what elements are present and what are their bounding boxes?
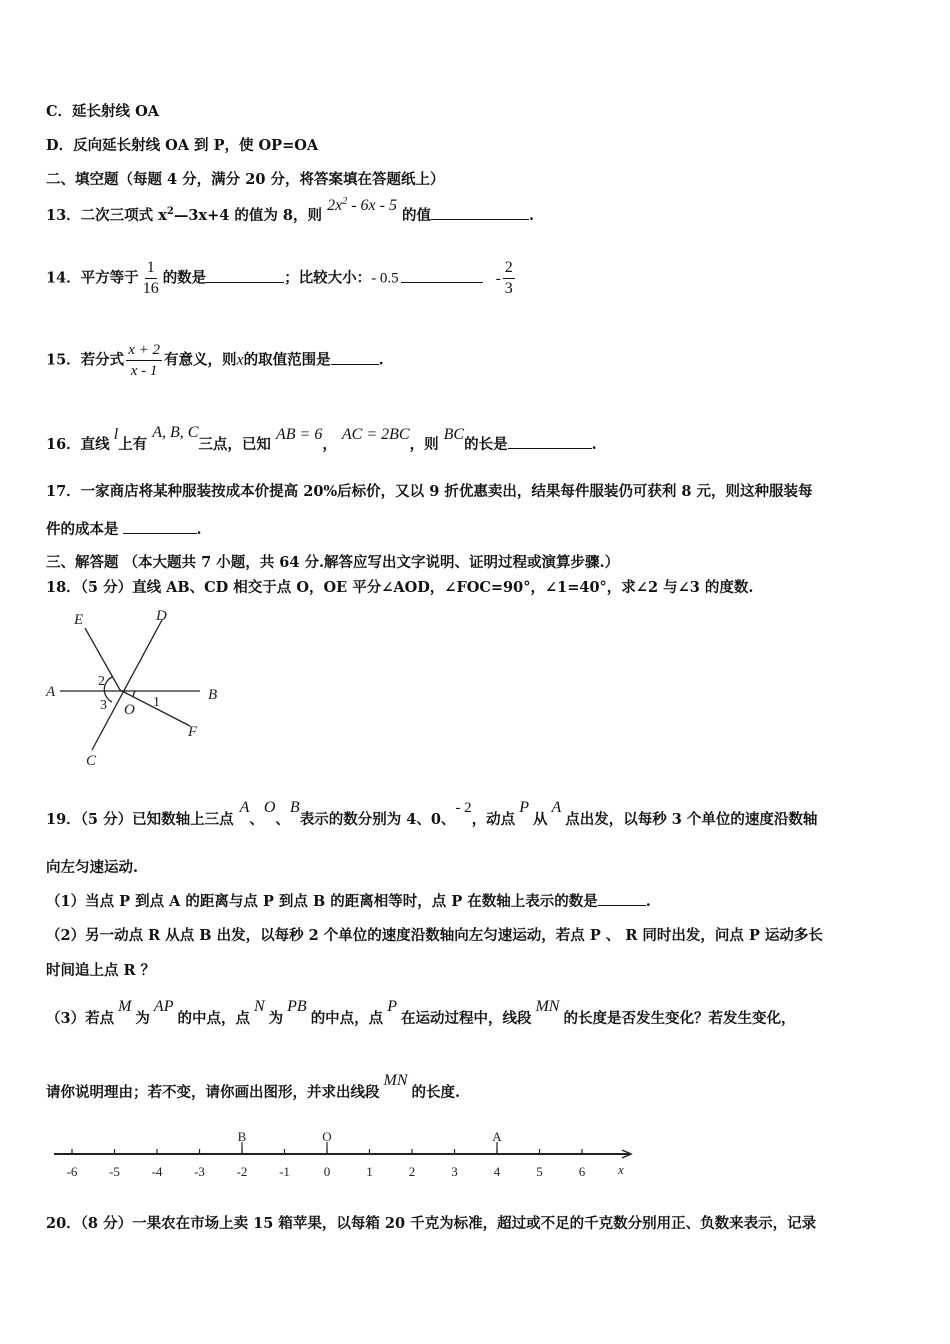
q14-frac2-num: 2	[503, 258, 515, 279]
q19-mn2: MN	[383, 1072, 408, 1089]
question-13	[46, 196, 535, 228]
q13-post: 的值	[402, 207, 432, 224]
q14-mid2: ；比较大小：	[284, 269, 372, 287]
tick-label: -4	[151, 1164, 163, 1179]
label-angle-2: 2	[98, 674, 105, 689]
question-19-line-2: 向左匀速运动.	[46, 859, 139, 876]
question-17-line-2	[46, 519, 202, 540]
q13-sup: 2	[166, 206, 174, 217]
question-19-part-3b	[46, 1072, 461, 1103]
q13-expr-sup: 2	[342, 196, 348, 207]
q16-answer-blank[interactable]	[508, 434, 592, 449]
q18-figure	[40, 602, 240, 777]
q17-line2: 件的成本是	[46, 521, 119, 538]
question-19-part-3	[46, 998, 796, 1029]
q19-o: O	[263, 799, 276, 816]
q16-comma: ，	[322, 436, 337, 453]
tick-label: -6	[66, 1164, 78, 1179]
q19-from: 从	[532, 811, 548, 828]
q15-frac-num: x + 2	[126, 340, 162, 361]
q19-p4a: 请你说明理由；若不变，请你画出图形，并求出线段	[46, 1084, 380, 1101]
q19-a: A	[239, 799, 250, 816]
q17-end: .	[196, 521, 202, 538]
q16-line-l: l	[113, 426, 119, 443]
q14-fraction-2	[503, 258, 515, 299]
q16-mid: 三点，已知	[198, 436, 271, 453]
q16-eq1: AB = 6	[275, 426, 323, 443]
q19-l1c: ，动点	[471, 811, 516, 828]
tick-label: 2	[408, 1164, 416, 1179]
question-18: 18．（5 分）直线 AB、CD 相交于点 O，OE 平分∠AOD，∠FOC=90°，∠1=40°，求∠2 与∠3 的度数.	[46, 579, 754, 596]
number-line	[40, 1122, 640, 1184]
q14-neg2: -	[495, 270, 501, 287]
q16-points: A, B, C	[152, 424, 199, 441]
q19-p2: P	[387, 998, 397, 1015]
q14-frac2-den: 3	[504, 280, 513, 297]
q13-answer-blank[interactable]	[431, 205, 529, 220]
label-c: C	[86, 753, 97, 769]
question-19-part-2b: 时间追上点 R ？	[46, 962, 156, 979]
q19-p3a: （3）若点	[46, 1010, 115, 1027]
question-16	[46, 424, 597, 455]
question-19-part-1	[46, 891, 651, 912]
q19-neg2: - 2	[455, 800, 472, 816]
q19-p3e: 的中点，点	[310, 1010, 384, 1027]
q19-b: B	[289, 799, 300, 816]
tick-label: -1	[279, 1164, 290, 1179]
q19-p: P	[519, 799, 529, 816]
q19-p3g: 的长度是否发生变化？若发生变化，	[563, 1010, 796, 1027]
q16-post: 的长是	[464, 436, 508, 453]
q19-ap: AP	[153, 998, 174, 1015]
label-f: F	[188, 724, 198, 740]
question-19-line-1	[46, 799, 818, 830]
section-2-header: 二、填空题（每题 4 分，满分 20 分，将答案填在答题纸上）	[46, 171, 445, 188]
question-15	[46, 340, 384, 381]
point-label-a: A	[492, 1129, 502, 1144]
label-b: B	[208, 687, 218, 703]
section-3-header: 三、解答题 （本大题共 7 小题，共 64 分.解答应写出文字说明、证明过程或演算步骤.）	[46, 554, 620, 571]
tick-label: 0	[323, 1164, 331, 1179]
question-19-part-2: （2）另一动点 R 从点 B 出发，以每秒 2 个单位的速度沿数轴向左匀速运动，若点 P 、 R 同时出发，问点 P 运动多长	[46, 927, 823, 944]
q19-p1-answer-blank[interactable]	[598, 891, 646, 906]
label-angle-3: 3	[100, 698, 107, 713]
q14-frac-num: 1	[145, 258, 157, 279]
tick-label: 4	[493, 1164, 501, 1179]
q14-neg: - 0.5	[371, 270, 399, 287]
tick-label: -3	[194, 1164, 205, 1179]
q19-l1a: 19．（5 分）已知数轴上三点	[46, 811, 234, 828]
q16-then: ，则	[409, 436, 439, 453]
point-label-o: O	[322, 1129, 332, 1144]
axis-x-label: x	[618, 1162, 624, 1177]
q19-p3b: 为	[135, 1010, 150, 1027]
q13-expr-b: - 6x - 5	[347, 197, 397, 214]
label-a: A	[46, 684, 56, 700]
q15-mid: 有意义，则	[163, 351, 237, 369]
option-d: D．反向延长射线 OA 到 P，使 OP=OA	[46, 137, 319, 154]
q15-fraction	[126, 340, 162, 381]
tick-label: 6	[578, 1164, 586, 1179]
q16-bc: BC	[443, 426, 465, 443]
q19-p1: （1）当点 P 到点 A 的距离与点 P 到点 B 的距离相等时，点 P 在数轴上表示的数是	[46, 893, 598, 910]
q13-mid: —3x+4 的值为 8，则	[173, 207, 323, 224]
q13-expression	[327, 197, 397, 214]
q16-eq2: AC = 2BC	[341, 426, 410, 443]
q19-sep2: 、	[275, 811, 290, 828]
label-angle-1: 1	[153, 695, 160, 710]
question-20: 20．（8 分）一果农在市场上卖 15 箱苹果，以每箱 20 千克为标准，超过或不足的千克数分别用正、负数来表示，记录	[46, 1215, 817, 1232]
q14-answer-blank-1[interactable]	[206, 268, 284, 283]
q15-post: 的取值范围是	[243, 351, 331, 369]
question-14	[46, 258, 517, 299]
tick-label: -5	[109, 1164, 120, 1179]
q15-end: .	[378, 351, 384, 369]
label-d: D	[156, 608, 167, 624]
label-o: O	[124, 702, 135, 718]
tick-label: -2	[236, 1164, 248, 1179]
q14-answer-blank-2[interactable]	[401, 268, 483, 283]
q19-n: N	[253, 998, 265, 1015]
q19-l1b: 表示的数分别为 4、0、	[299, 811, 456, 828]
q19-p4b: 的长度.	[411, 1084, 461, 1101]
tick-label: 5	[536, 1164, 543, 1179]
label-e: E	[74, 612, 84, 628]
q15-pre: 15．若分式	[46, 351, 125, 369]
q19-a2: A	[551, 799, 562, 816]
q19-l1d: 点出发，以每秒 3 个单位的速度沿数轴	[565, 811, 818, 828]
question-17-line-1: 17．一家商店将某种服装按成本价提高 20%后标价，又以 9 折优惠卖出，结果每件服装仍可获利 8 元，则这种服装每	[46, 483, 813, 500]
q19-mn: MN	[535, 998, 560, 1015]
point-label-b: B	[237, 1129, 247, 1144]
q15-answer-blank[interactable]	[331, 350, 379, 365]
angle-arc-1	[133, 691, 135, 697]
q19-p3f: 在运动过程中，线段	[400, 1010, 532, 1027]
q13-end: .	[529, 207, 535, 224]
q13-expr-a: 2x	[327, 197, 343, 214]
q19-p3d: 为	[268, 1010, 284, 1027]
q19-m: M	[118, 998, 132, 1015]
q16-on: 上有	[118, 436, 148, 453]
q14-pre: 14．平方等于	[46, 269, 139, 287]
q16-pre: 16．直线	[46, 436, 110, 453]
q17-answer-blank[interactable]	[123, 519, 197, 534]
tick-label: 3	[451, 1164, 458, 1179]
q14-mid: 的数是	[162, 269, 207, 287]
q13-pre: 13．二次三项式 x	[46, 207, 167, 224]
q14-frac-den: 16	[142, 280, 159, 297]
q15-frac-den: x - 1	[130, 363, 158, 379]
q15-var: x	[236, 351, 244, 369]
option-c: C．延长射线 OA	[46, 103, 159, 120]
q19-p1-end: .	[645, 893, 651, 910]
q19-pb: PB	[287, 998, 307, 1015]
q19-p3c: 的中点，点	[177, 1010, 250, 1027]
q14-fraction	[141, 258, 161, 299]
tick-label: 1	[366, 1164, 373, 1179]
q19-sep1: 、	[249, 811, 264, 828]
q16-end: .	[591, 436, 597, 453]
